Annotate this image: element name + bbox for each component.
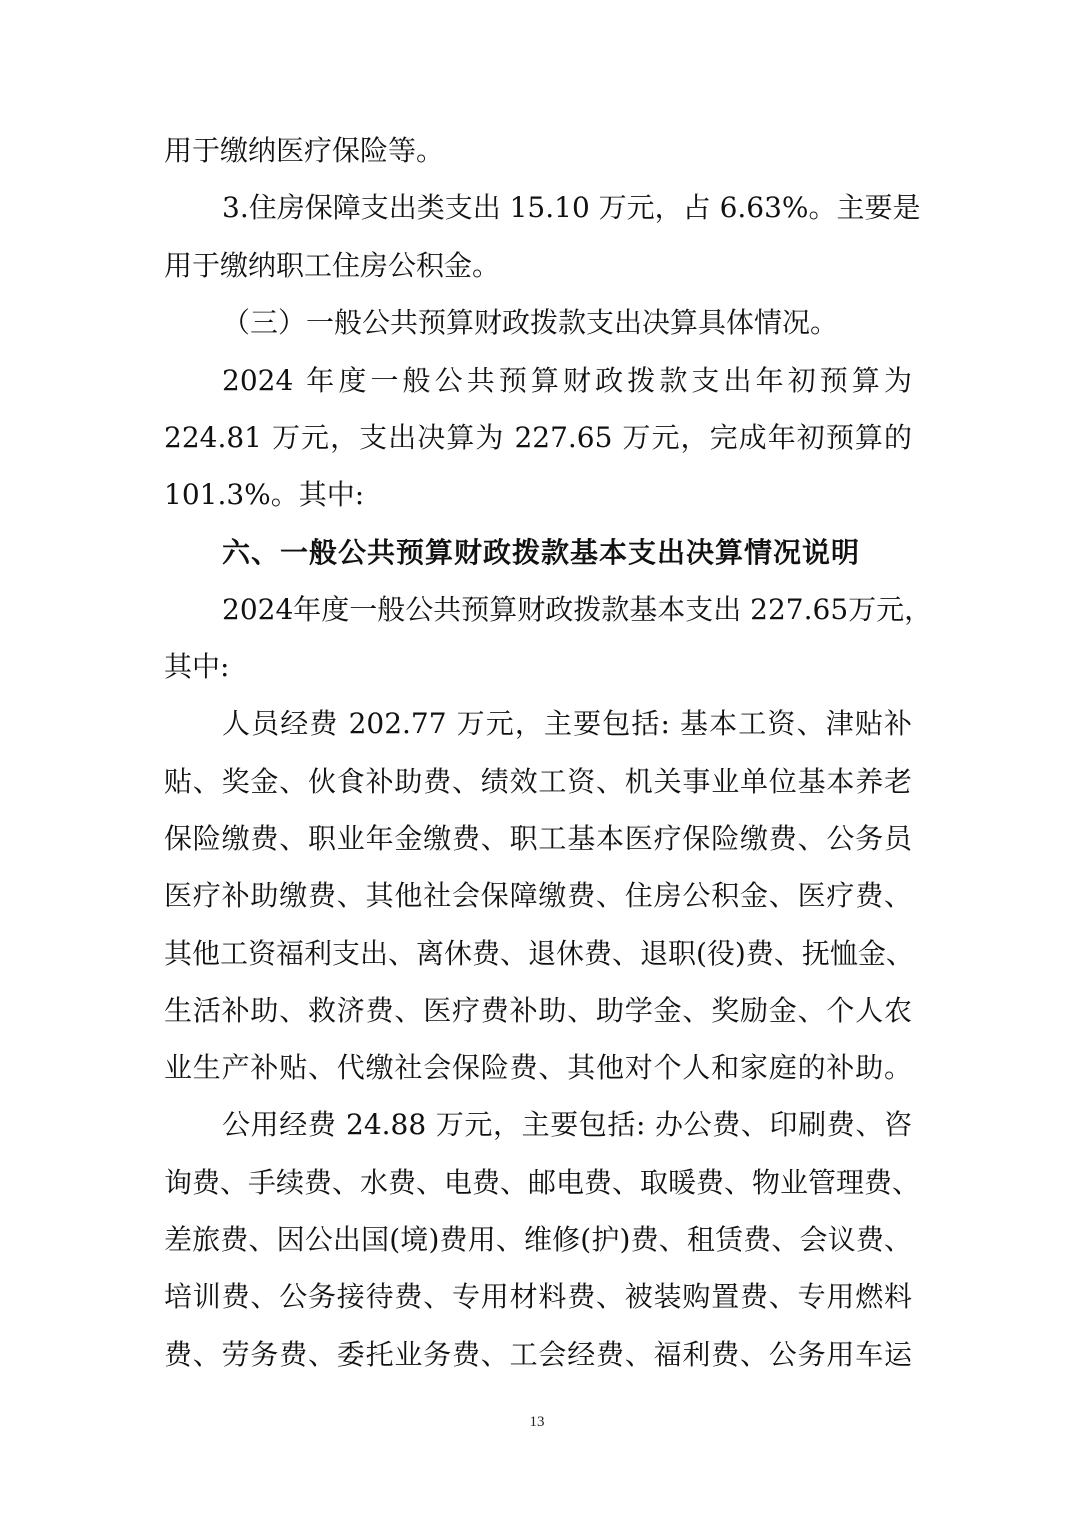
paragraph-line: 其他工资福利支出、离休费、退休费、退职(役)费、抚恤金、 — [164, 937, 914, 970]
paragraph-line: 其中: — [164, 650, 230, 683]
paragraph-line: 用于缴纳职工住房公积金。 — [164, 249, 501, 282]
paragraph-line: 人员经费 202.77 万元，主要包括: 基本工资、津贴补 — [222, 707, 912, 740]
paragraph-line: 费、劳务费、委托业务费、工会经费、福利费、公务用车运 — [164, 1338, 912, 1371]
paragraph-line: 培训费、公务接待费、专用材料费、被装购置费、专用燃料 — [164, 1280, 912, 1313]
paragraph-line: 业生产补贴、代缴社会保险费、其他对个人和家庭的补助。 — [164, 1051, 912, 1084]
paragraph-line: 公用经费 24.88 万元，主要包括: 办公费、印刷费、咨 — [222, 1108, 912, 1141]
paragraph-line: 2024 年度一般公共预算财政拨款支出年初预算为 — [222, 364, 912, 397]
paragraph-line: 用于缴纳医疗保险等。 — [164, 134, 445, 167]
page-number: 13 — [529, 1414, 545, 1430]
paragraph-line: 保险缴费、职业年金缴费、职工基本医疗保险缴费、公务员 — [164, 822, 912, 855]
section-subheading: （三）一般公共预算财政拨款支出决算具体情况。 — [222, 306, 839, 339]
paragraph-line: 贴、奖金、伙食补助费、绩效工资、机关事业单位基本养老 — [164, 765, 912, 798]
section-heading: 六、一般公共预算财政拨款基本支出决算情况说明 — [222, 536, 861, 569]
paragraph-line: 生活补助、救济费、医疗费补助、助学金、奖励金、个人农 — [164, 994, 912, 1027]
paragraph-line: 224.81 万元，支出决算为 227.65 万元，完成年初预算的 — [164, 421, 912, 454]
paragraph-line: 101.3%。其中: — [164, 478, 365, 511]
paragraph-line: 询费、手续费、水费、电费、邮电费、取暖费、物业管理费、 — [164, 1166, 921, 1199]
paragraph-line: 3.住房保障支出类支出 15.10 万元，占 6.63%。主要是 — [222, 191, 921, 224]
paragraph-line: 医疗补助缴费、其他社会保障缴费、住房公积金、医疗费、 — [164, 879, 912, 912]
paragraph-line: 差旅费、因公出国(境)费用、维修(护)费、租赁费、会议费、 — [164, 1223, 912, 1256]
paragraph-line: 2024年度一般公共预算财政拨款基本支出 227.65万元， — [222, 593, 933, 626]
